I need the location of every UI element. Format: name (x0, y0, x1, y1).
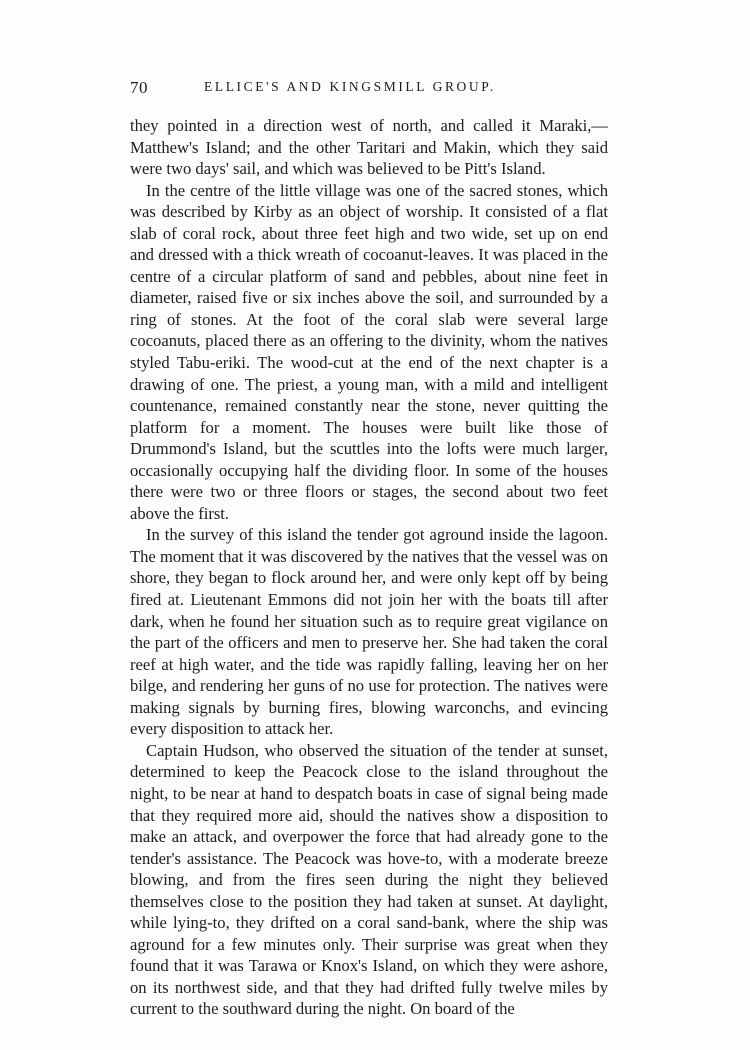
page-number: 70 (130, 78, 148, 97)
body-text (130, 115, 608, 1020)
paragraph-continuation: they pointed in a direction west of north, and called it Maraki,—Matthew's Island; and the other Taritari and Makin, which they said were two days' sail, and which was believed to be Pitt's Island. (130, 116, 608, 179)
running-head (130, 78, 608, 104)
paragraph-tender-aground: In the survey of this island the tender got aground inside the lagoon. The moment that it was discovered by the natives that the vessel was on shore, they began to flock around her, and were only kept off by being fired at. Lieutenant Emmons did not join her with the boats till after dark, when he found her situation such as to require great vigilance on the part of the officers and men to preserve her. She had taken the coral reef at high water, and the tide was rapidly falling, leaving her on her bilge, and rendering her guns of no use for protection. The natives were making signals by burning fires, blowing warconchs, and evincing every disposition to attack her. (130, 525, 608, 739)
chapter-header-title: ELLICE'S AND KINGSMILL GROUP. (204, 79, 496, 94)
paragraph-sacred-stones: In the centre of the little village was one of the sacred stones, which was described by Kirby as an object of worship. It consisted of a flat slab of coral rock, about three feet high and two wide, set up on end and dressed with a thick wreath of cocoanut-leaves. It was placed in the centre of a circular platform of sand and pebbles, about nine feet in diameter, raised five or six inches above the soil, and surrounded by a ring of stones. At the foot of the coral slab were several large cocoanuts, placed there as an offering to the divinity, whom the natives styled Tabu-eriki. The wood-cut at the end of the next chapter is a drawing of one. The priest, a young man, with a mild and intelligent countenance, remained constantly near the stone, never quitting the platform for a moment. The houses were built like those of Drummond's Island, but the scuttles into the lofts were much larger, occasionally occupying half the dividing floor. In some of the houses there were two or three floors or stages, the second about two feet above the first. (130, 180, 608, 523)
paragraph-captain-hudson: Captain Hudson, who observed the situation of the tender at sunset, determined to keep the Peacock close to the island throughout the night, to be near at hand to despatch boats in case of signal being made that they required more aid, should the natives show a disposition to make an attack, and overpower the force that had already gone to the tender's assistance. The Peacock was hove-to, with a moderate breeze blowing, and from the fires seen during the night they believed themselves close to the position they had taken at sunset. At daylight, while lying-to, they drifted on a coral sand-bank, where the ship was aground for a few minutes only. Their surprise was great when they found that it was Tarawa or Knox's Island, on which they were ashore, on its northwest side, and that they had drifted fully twelve miles by current to the southward during the night. On board of the (130, 740, 608, 1019)
